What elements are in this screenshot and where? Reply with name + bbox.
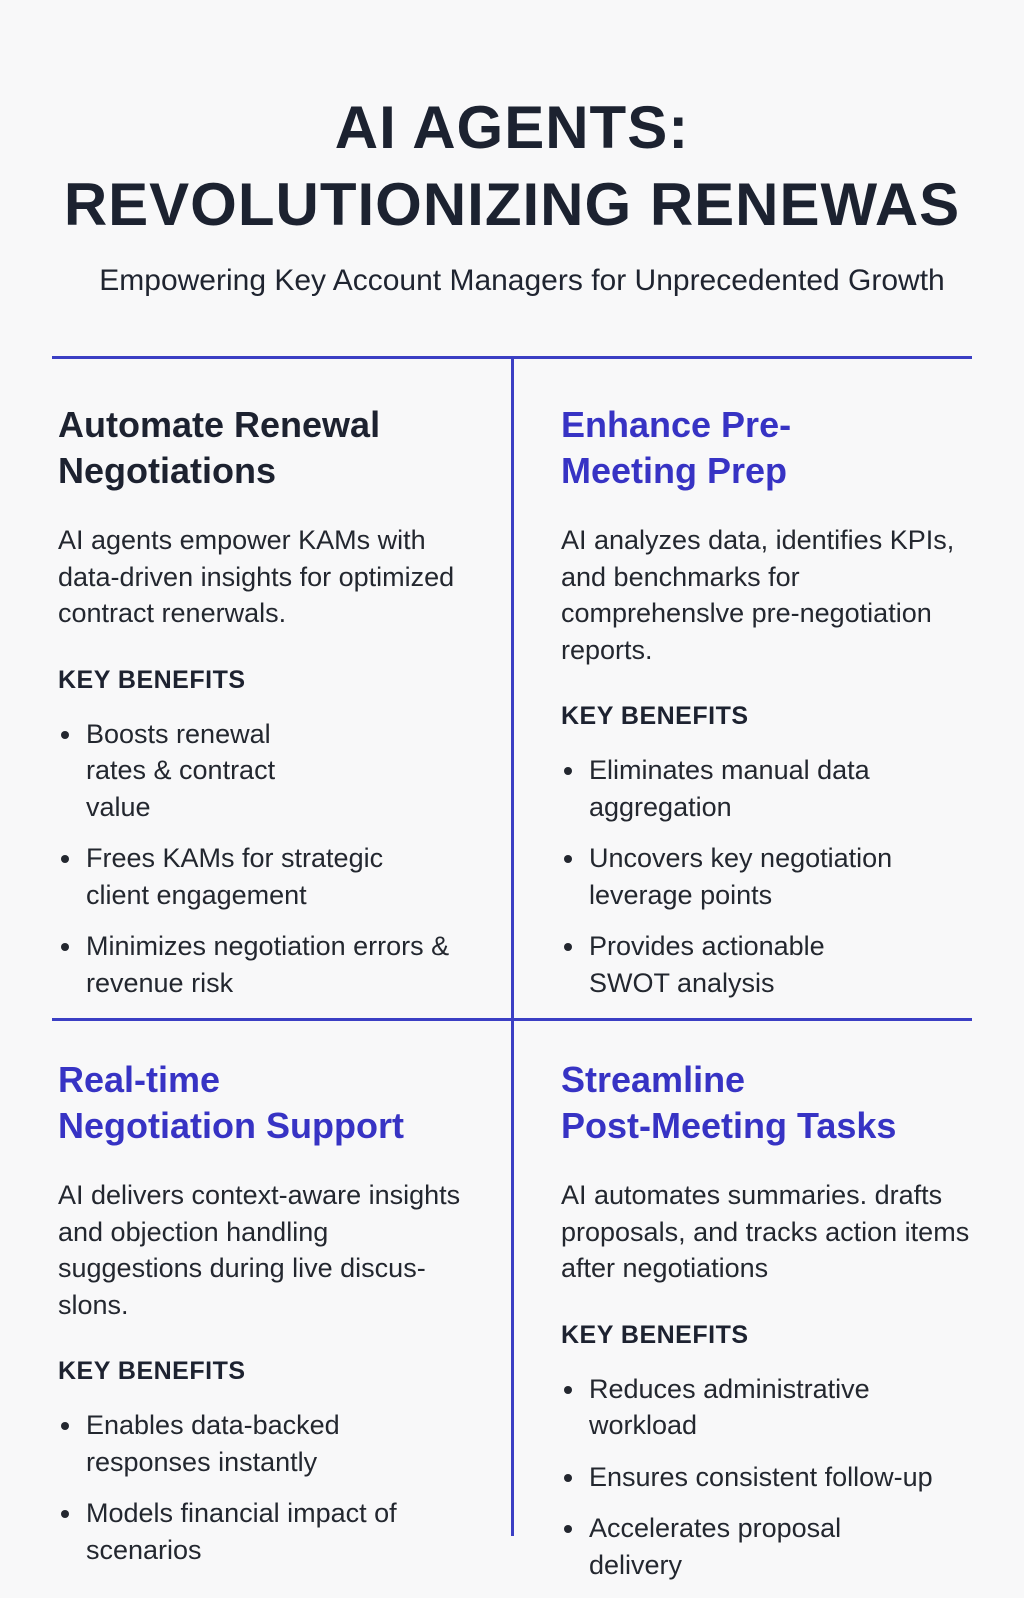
bullet-icon xyxy=(564,1525,572,1533)
list-item: Boosts renewal rates & contract value xyxy=(58,716,336,826)
section-description: AI automates summaries. drafts proposals, and tracks action items after negotiations xyxy=(561,1180,970,1283)
list-item: Frees KAMs for strategic client engagement xyxy=(58,840,426,913)
list-item: Models financial impact of scenarios xyxy=(58,1495,426,1568)
key-benefits-heading: KEY BENEFITS xyxy=(58,1357,246,1385)
section-title: Streamline Post-Meeting Tasks xyxy=(561,1059,897,1146)
section-realtime-support xyxy=(58,1057,498,1583)
list-item: Ensures consistent follow-up xyxy=(561,1459,1009,1496)
bullet-icon xyxy=(564,1386,572,1394)
list-item: Eliminates manual data aggregation xyxy=(561,752,899,825)
list-item: Uncovers key negotiation leverage points xyxy=(561,840,929,913)
list-item: Accelerates proposal delivery xyxy=(561,1510,889,1583)
page-title-line-2: REVOLUTIONIZING RENEWAS xyxy=(63,171,961,238)
key-benefits-heading: KEY BENEFITS xyxy=(561,1320,749,1349)
bullet-icon xyxy=(61,1422,69,1430)
page-subtitle: Empowering Key Account Managers for Unprecedented Growth xyxy=(99,264,945,297)
benefits-list xyxy=(58,716,498,1002)
section-automate-renewal xyxy=(58,402,498,1016)
section-description: AI agents empower KAMs with data-driven insights for optimized contract renerwals. xyxy=(58,525,455,628)
bullet-icon xyxy=(564,855,572,863)
section-title: Real-time Negotiation Support xyxy=(58,1059,404,1146)
bullet-icon xyxy=(61,943,69,951)
page-title-line-1: AI AGENTS: xyxy=(334,94,690,161)
section-post-meeting-tasks xyxy=(561,1057,1001,1598)
section-description: AI delivers context-aware insights and objection handling suggestions during live discus-slons. xyxy=(58,1180,461,1320)
bullet-icon xyxy=(61,731,69,739)
list-item: Reduces administrative workload xyxy=(561,1371,909,1444)
key-benefits-heading: KEY BENEFITS xyxy=(561,702,749,730)
list-item: Minimizes negotiation errors & revenue risk xyxy=(58,928,486,1001)
list-item: Provides actionable SWOT analysis xyxy=(561,928,879,1001)
benefits-list xyxy=(58,1407,498,1568)
key-benefits-heading: KEY BENEFITS xyxy=(58,665,246,694)
center-divider xyxy=(511,356,514,1536)
bullet-icon xyxy=(564,1474,572,1482)
section-title: Automate Renewal Negotiations xyxy=(58,404,381,491)
section-title: Enhance Pre- Meeting Prep xyxy=(561,404,792,491)
bullet-icon xyxy=(564,767,572,775)
list-item: Enables data-backed responses instantly xyxy=(58,1407,396,1480)
benefits-list xyxy=(561,1371,1001,1584)
benefits-list xyxy=(561,752,1001,1001)
bullet-icon xyxy=(61,855,69,863)
bullet-icon xyxy=(564,943,572,951)
section-pre-meeting-prep xyxy=(561,402,1001,1016)
section-description: AI analyzes data, identifies KPIs, and benchmarks for comprehenslve pre-negotiation reports. xyxy=(561,525,955,665)
bullet-icon xyxy=(61,1510,69,1518)
